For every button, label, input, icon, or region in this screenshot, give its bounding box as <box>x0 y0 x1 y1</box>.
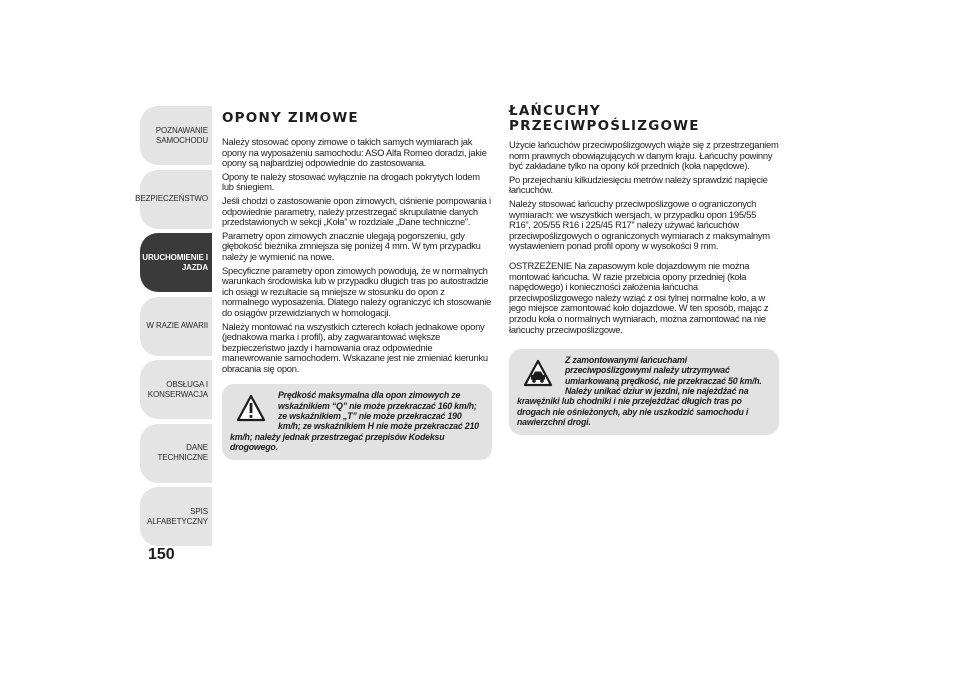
title-line-2: PRZECIWPOŚLIZGOWE <box>509 118 700 134</box>
paragraph: Specyficzne parametry opon zimowych powodują, że w normalnych warunkach środowiska lub w przypadku długich tras po autostradzie ich osiągi w rezultacie są mniejsze w stosunku do opon z normalnego wyposażenia. Dlatego należy ograniczyć ich stosowanie do osiągów przewidzianych w homologacji. <box>222 264 492 318</box>
warning-text: Prędkość maksymalna dla opon zimowych ze wskaźnikiem “Q” nie może przekraczać 160 km/h; ze wskaźnikiem „T” nie może przekraczać 190 km/h; ze wskaźnikiem H nie może przekraczać 210 km/h; należy jednak przestrzegać przepisów Kodeksu drogowego. <box>230 390 479 452</box>
tab-obsluga-i-konserwacja[interactable] <box>140 360 212 419</box>
paragraph: Parametry opon zimowych znacznie ulegają pogorszeniu, gdy głębokość bieżnika zmniejsza się poniżej 4 mm. W tym przypadku należy je wymienić na nowe. <box>222 229 481 262</box>
section-snow-chains <box>509 104 779 435</box>
paragraph: Należy stosować łańcuchy przeciwpoślizgowe o ograniczonych wymiarach: we wszystkich wersjach, w przypadku opon 195/55 R16”, 205/55 R16 i 225/45 R17” należy używać łańcuchów przeciwpoślizgowych o ograniczonych wymiarach z maksymalnym wystawieniem ponad profil opony w wysokości 9 mm. <box>509 197 770 252</box>
paragraph: Opony te należy stosować wyłącznie na drogach pokrytych lodem lub śniegiem. <box>222 170 480 193</box>
tab-label: URUCHOMIENIE I JAZDA <box>142 252 208 272</box>
warning-box <box>222 384 492 460</box>
tab-label: BEZPIECZEŃSTWO <box>135 194 208 203</box>
road-warning-icon <box>523 359 553 387</box>
section-winter-tyres <box>222 104 492 460</box>
section-title: OPONY ZIMOWE <box>222 110 359 126</box>
tab-label: SPIS ALFABETYCZNY <box>146 506 208 526</box>
tab-label: W RAZIE AWARII <box>146 321 208 330</box>
paragraph: Należy montować na wszystkich czterech kołach jednakowe opony (jednakowa marka i profil), aby zagwarantować większe bezpieczeństwo jazdy i hamowania oraz odpowiednie manewrowanie samochodem. Wskazane jest nie zmieniać kierunku obracania się opon. <box>222 320 488 374</box>
paragraph: Po przejechaniu kilkudziesięciu metrów należy sprawdzić napięcie łańcuchów. <box>509 173 768 196</box>
tab-w-razie-awarii[interactable] <box>140 297 212 356</box>
tab-poznawanie-samochodu[interactable] <box>140 106 212 165</box>
caution-paragraph: OSTRZEŻENIE Na zapasowym kole dojazdowym nie można montować łańcucha. W razie przebicia opony przedniej (koła napędowego) i konieczności założenia łańcucha przeciwpoślizgowego należy wziąć z osi tylnej normalne koło, a w jego miejsce zamontować koło dojazdowe. W ten sposób, mając z przodu koła o normalnych wymiarach, można zamontować na nie łańcuchy przeciwpoślizgowe. <box>509 259 769 335</box>
warning-box <box>509 349 779 435</box>
paragraph: Użycie łańcuchów przeciwpoślizgowych wiąże się z przestrzeganiem norm prawnych obowiązujących w danym kraju. Łańcuchy powinny być zakładane tylko na opony kół przednich (koła napędowe). <box>509 139 779 172</box>
tab-bezpieczenstwo[interactable] <box>135 170 212 229</box>
tab-label: DANE TECHNICZNE <box>157 443 208 462</box>
warning-text: Z zamontowanymi łańcuchami przeciwpoślizgowymi należy utrzymywać umiarkowaną prędkość, nie przekraczać 50 km/h. Należy unikać dziur w jezdni, nie najeżdżać na krawężniki lub chodniki i nie przejeżdżać długich tras po drogach nie ośnieżonych, aby nie uszkodzić samochodu i nawierzchni drogi. <box>517 355 762 427</box>
title-line-1: ŁAŃCUCHY <box>509 103 601 119</box>
tab-spis-alfabetyczny[interactable] <box>140 487 212 546</box>
tab-uruchomienie-i-jazda[interactable] <box>140 233 212 292</box>
chapter-index <box>135 106 212 551</box>
tab-label: POZNAWANIE SAMOCHODU <box>155 125 208 145</box>
tab-dane-techniczne[interactable] <box>140 424 212 483</box>
page-number: 150 <box>148 546 175 563</box>
paragraph: Jeśli chodzi o zastosowanie opon zimowych, ciśnienie pompowania i odpowiednie parametry, należy przestrzegać skrupulatnie danych przedstawionych w sekcji „Koła” w rozdziale „Dane techniczne”. <box>222 194 491 228</box>
section-title <box>509 104 779 134</box>
warning-triangle-icon <box>236 394 266 422</box>
tab-label: OBSŁUGA I KONSERWACJA <box>147 379 208 399</box>
paragraph: Należy stosować opony zimowe o takich samych wymiarach jak opony na wyposażeniu samochodu: ASO Alfa Romeo doradzi, jakie opony są najbardziej odpowiednie do zastosowania. <box>222 136 487 169</box>
